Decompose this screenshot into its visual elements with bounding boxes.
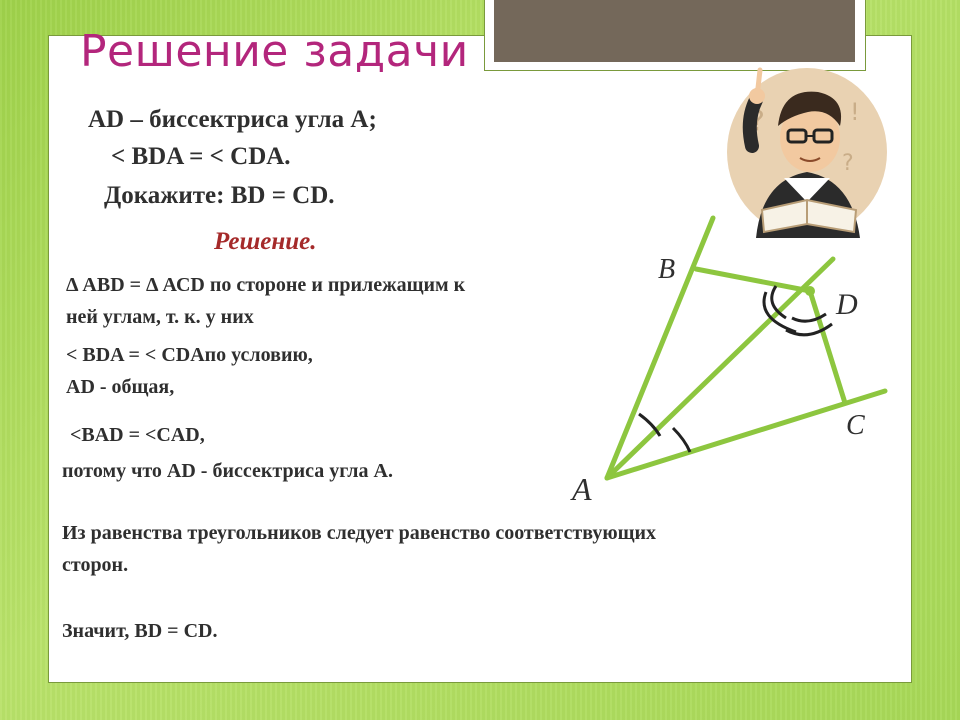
- solution-heading: Решение.: [214, 228, 317, 255]
- exclamation-icon: !: [850, 98, 860, 126]
- label-b: B: [658, 254, 676, 285]
- solution-line-3: < BDA = < CDAпо условию,: [66, 344, 313, 366]
- label-c: C: [846, 410, 865, 441]
- solution-line-1: Δ АВD = Δ АСD по стороне и прилежащим к: [66, 274, 466, 296]
- segment-bd: [696, 269, 810, 291]
- title-placeholder-fill: [494, 0, 855, 62]
- conclusion: Значит, BD = CD.: [62, 620, 218, 642]
- point-d: [805, 286, 815, 296]
- question-mark-icon: ?: [750, 104, 765, 137]
- angle-bad-mark: [639, 414, 660, 436]
- solution-line-4: AD - общая,: [66, 376, 175, 398]
- label-d: D: [836, 288, 858, 321]
- prove-statement: Докажите: BD = CD.: [104, 182, 335, 209]
- solution-line-5: <BAD = <CAD,: [70, 424, 205, 446]
- given-line-2: < BDA = < CDA.: [111, 143, 291, 170]
- hand-icon: [749, 88, 765, 104]
- label-a: A: [572, 471, 592, 507]
- triangle-diagram: [540, 200, 910, 510]
- question-mark-icon: ?: [842, 151, 854, 176]
- solution-line-8: сторон.: [62, 554, 129, 576]
- solution-line-2: ней углам, т. к. у них: [66, 306, 254, 328]
- given-line-1: AD – биссектриса угла А;: [88, 106, 377, 133]
- solution-line-6: потому что AD - биссектриса угла А.: [62, 460, 393, 482]
- raised-arm-icon: [750, 100, 756, 146]
- slide-title: Решение задачи: [80, 26, 469, 77]
- solution-line-7: Из равенства треугольников следует равенство соответствующих: [62, 522, 657, 544]
- angle-cad-mark: [673, 428, 690, 452]
